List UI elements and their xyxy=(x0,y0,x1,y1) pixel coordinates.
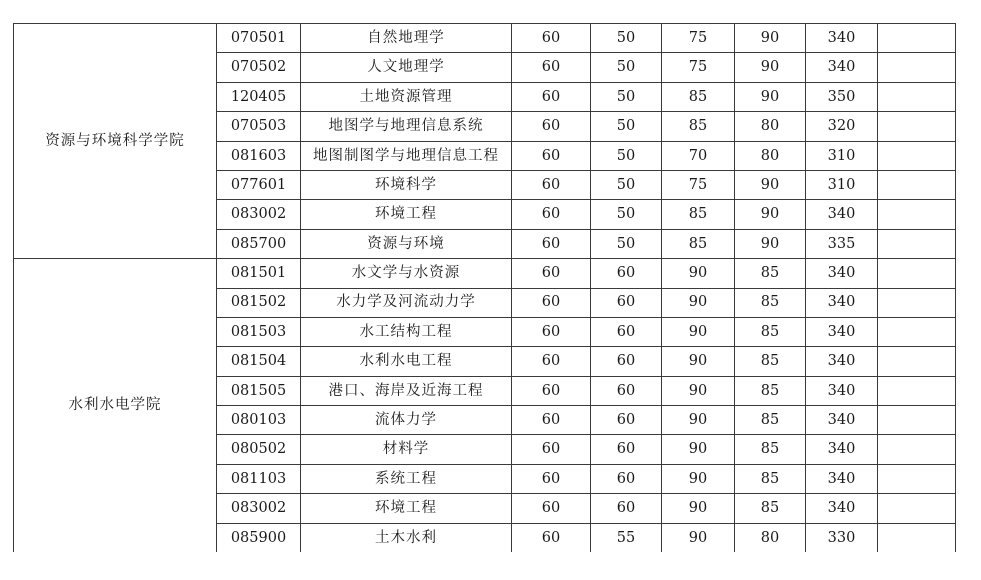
total-score-cell: 340 xyxy=(806,53,878,82)
subject-two-score-cell: 85 xyxy=(735,317,806,346)
foreign-language-score-cell: 60 xyxy=(591,464,662,493)
major-code-cell: 077601 xyxy=(217,170,301,199)
major-name-cell: 资源与环境 xyxy=(301,229,512,258)
remark-cell xyxy=(878,200,956,229)
total-score-cell: 340 xyxy=(806,347,878,376)
remark-cell xyxy=(878,435,956,464)
major-code-cell: 070503 xyxy=(217,112,301,141)
total-score-cell: 310 xyxy=(806,170,878,199)
table-row xyxy=(14,24,956,53)
major-name-cell: 土木水利 xyxy=(301,523,512,552)
college-name-cell: 水利水电学院 xyxy=(14,259,217,552)
subject-one-score-cell: 85 xyxy=(662,200,735,229)
subject-one-score-cell: 75 xyxy=(662,53,735,82)
major-code-cell: 070501 xyxy=(217,24,301,53)
subject-one-score-cell: 85 xyxy=(662,112,735,141)
major-code-cell: 080502 xyxy=(217,435,301,464)
remark-cell xyxy=(878,464,956,493)
remark-cell xyxy=(878,170,956,199)
total-score-cell: 340 xyxy=(806,288,878,317)
remark-cell xyxy=(878,112,956,141)
subject-one-score-cell: 90 xyxy=(662,317,735,346)
major-code-cell: 070502 xyxy=(217,53,301,82)
major-name-cell: 地图学与地理信息系统 xyxy=(301,112,512,141)
subject-two-score-cell: 90 xyxy=(735,24,806,53)
politics-score-cell: 60 xyxy=(512,435,591,464)
major-name-cell: 土地资源管理 xyxy=(301,82,512,111)
foreign-language-score-cell: 50 xyxy=(591,112,662,141)
remark-cell xyxy=(878,53,956,82)
politics-score-cell: 60 xyxy=(512,112,591,141)
foreign-language-score-cell: 50 xyxy=(591,200,662,229)
major-code-cell: 081603 xyxy=(217,141,301,170)
major-code-cell: 081503 xyxy=(217,317,301,346)
major-code-cell: 083002 xyxy=(217,200,301,229)
total-score-cell: 340 xyxy=(806,376,878,405)
remark-cell xyxy=(878,229,956,258)
subject-one-score-cell: 90 xyxy=(662,376,735,405)
remark-cell xyxy=(878,288,956,317)
subject-one-score-cell: 90 xyxy=(662,464,735,493)
subject-one-score-cell: 85 xyxy=(662,229,735,258)
foreign-language-score-cell: 60 xyxy=(591,288,662,317)
major-name-cell: 材料学 xyxy=(301,435,512,464)
foreign-language-score-cell: 60 xyxy=(591,406,662,435)
foreign-language-score-cell: 60 xyxy=(591,494,662,523)
subject-one-score-cell: 70 xyxy=(662,141,735,170)
subject-two-score-cell: 85 xyxy=(735,464,806,493)
major-name-cell: 环境工程 xyxy=(301,494,512,523)
politics-score-cell: 60 xyxy=(512,200,591,229)
politics-score-cell: 60 xyxy=(512,523,591,552)
major-code-cell: 085700 xyxy=(217,229,301,258)
major-name-cell: 人文地理学 xyxy=(301,53,512,82)
politics-score-cell: 60 xyxy=(512,24,591,53)
remark-cell xyxy=(878,347,956,376)
subject-one-score-cell: 85 xyxy=(662,82,735,111)
foreign-language-score-cell: 50 xyxy=(591,229,662,258)
major-code-cell: 081505 xyxy=(217,376,301,405)
politics-score-cell: 60 xyxy=(512,141,591,170)
politics-score-cell: 60 xyxy=(512,82,591,111)
table-row xyxy=(14,259,956,288)
subject-two-score-cell: 90 xyxy=(735,229,806,258)
foreign-language-score-cell: 60 xyxy=(591,347,662,376)
subject-one-score-cell: 90 xyxy=(662,406,735,435)
total-score-cell: 310 xyxy=(806,141,878,170)
subject-one-score-cell: 75 xyxy=(662,24,735,53)
politics-score-cell: 60 xyxy=(512,347,591,376)
total-score-cell: 350 xyxy=(806,82,878,111)
subject-one-score-cell: 90 xyxy=(662,288,735,317)
politics-score-cell: 60 xyxy=(512,170,591,199)
remark-cell xyxy=(878,376,956,405)
subject-two-score-cell: 85 xyxy=(735,435,806,464)
subject-two-score-cell: 85 xyxy=(735,288,806,317)
remark-cell xyxy=(878,523,956,552)
total-score-cell: 320 xyxy=(806,112,878,141)
major-name-cell: 流体力学 xyxy=(301,406,512,435)
politics-score-cell: 60 xyxy=(512,406,591,435)
foreign-language-score-cell: 50 xyxy=(591,53,662,82)
major-code-cell: 085900 xyxy=(217,523,301,552)
subject-two-score-cell: 80 xyxy=(735,523,806,552)
subject-one-score-cell: 90 xyxy=(662,259,735,288)
table-body xyxy=(14,24,956,553)
subject-one-score-cell: 75 xyxy=(662,170,735,199)
subject-two-score-cell: 80 xyxy=(735,141,806,170)
major-name-cell: 环境科学 xyxy=(301,170,512,199)
total-score-cell: 340 xyxy=(806,435,878,464)
total-score-cell: 340 xyxy=(806,317,878,346)
major-name-cell: 地图制图学与地理信息工程 xyxy=(301,141,512,170)
subject-two-score-cell: 85 xyxy=(735,259,806,288)
subject-two-score-cell: 85 xyxy=(735,494,806,523)
politics-score-cell: 60 xyxy=(512,317,591,346)
major-code-cell: 081504 xyxy=(217,347,301,376)
remark-cell xyxy=(878,82,956,111)
foreign-language-score-cell: 60 xyxy=(591,259,662,288)
remark-cell xyxy=(878,24,956,53)
subject-one-score-cell: 90 xyxy=(662,494,735,523)
foreign-language-score-cell: 60 xyxy=(591,376,662,405)
total-score-cell: 340 xyxy=(806,24,878,53)
total-score-cell: 340 xyxy=(806,464,878,493)
politics-score-cell: 60 xyxy=(512,259,591,288)
remark-cell xyxy=(878,317,956,346)
foreign-language-score-cell: 50 xyxy=(591,141,662,170)
subject-one-score-cell: 90 xyxy=(662,347,735,376)
politics-score-cell: 60 xyxy=(512,376,591,405)
total-score-cell: 340 xyxy=(806,200,878,229)
politics-score-cell: 60 xyxy=(512,288,591,317)
subject-two-score-cell: 85 xyxy=(735,376,806,405)
politics-score-cell: 60 xyxy=(512,494,591,523)
total-score-cell: 340 xyxy=(806,494,878,523)
major-name-cell: 水利水电工程 xyxy=(301,347,512,376)
remark-cell xyxy=(878,494,956,523)
college-name-cell: 资源与环境科学学院 xyxy=(14,24,217,259)
subject-two-score-cell: 90 xyxy=(735,170,806,199)
subject-two-score-cell: 85 xyxy=(735,347,806,376)
major-name-cell: 水工结构工程 xyxy=(301,317,512,346)
major-name-cell: 自然地理学 xyxy=(301,24,512,53)
major-code-cell: 080103 xyxy=(217,406,301,435)
subject-two-score-cell: 90 xyxy=(735,200,806,229)
major-code-cell: 081502 xyxy=(217,288,301,317)
major-name-cell: 水文学与水资源 xyxy=(301,259,512,288)
major-code-cell: 081501 xyxy=(217,259,301,288)
subject-two-score-cell: 90 xyxy=(735,82,806,111)
major-code-cell: 081103 xyxy=(217,464,301,493)
remark-cell xyxy=(878,141,956,170)
major-name-cell: 港口、海岸及近海工程 xyxy=(301,376,512,405)
subject-two-score-cell: 90 xyxy=(735,53,806,82)
major-name-cell: 水力学及河流动力学 xyxy=(301,288,512,317)
total-score-cell: 340 xyxy=(806,406,878,435)
major-code-cell: 083002 xyxy=(217,494,301,523)
subject-one-score-cell: 90 xyxy=(662,523,735,552)
foreign-language-score-cell: 55 xyxy=(591,523,662,552)
foreign-language-score-cell: 60 xyxy=(591,435,662,464)
total-score-cell: 330 xyxy=(806,523,878,552)
total-score-cell: 335 xyxy=(806,229,878,258)
politics-score-cell: 60 xyxy=(512,229,591,258)
subject-one-score-cell: 90 xyxy=(662,435,735,464)
subject-two-score-cell: 80 xyxy=(735,112,806,141)
politics-score-cell: 60 xyxy=(512,464,591,493)
score-line-table xyxy=(13,23,956,552)
foreign-language-score-cell: 50 xyxy=(591,170,662,199)
remark-cell xyxy=(878,259,956,288)
major-code-cell: 120405 xyxy=(217,82,301,111)
major-name-cell: 环境工程 xyxy=(301,200,512,229)
politics-score-cell: 60 xyxy=(512,53,591,82)
foreign-language-score-cell: 50 xyxy=(591,82,662,111)
total-score-cell: 340 xyxy=(806,259,878,288)
foreign-language-score-cell: 60 xyxy=(591,317,662,346)
foreign-language-score-cell: 50 xyxy=(591,24,662,53)
subject-two-score-cell: 85 xyxy=(735,406,806,435)
remark-cell xyxy=(878,406,956,435)
major-name-cell: 系统工程 xyxy=(301,464,512,493)
